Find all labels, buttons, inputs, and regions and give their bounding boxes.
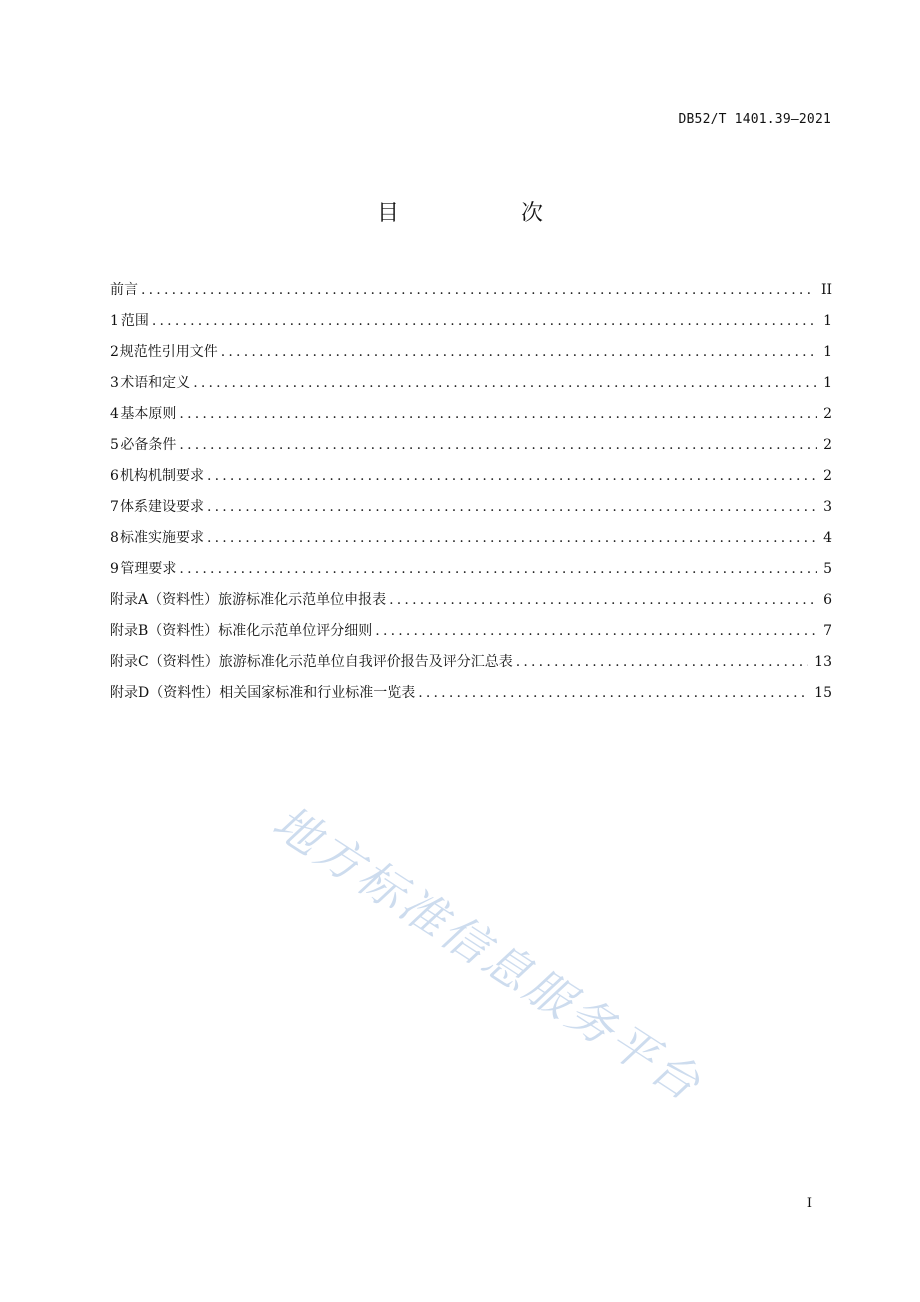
toc-entry-page: 5 — [823, 561, 832, 577]
watermark-text: 地方标准信息服务平台 — [263, 794, 713, 1113]
toc-entry-label: 体系建设要求 — [119, 499, 204, 515]
toc-dot-leader — [375, 621, 817, 641]
table-of-contents — [110, 280, 832, 714]
toc-entry-label: 范围 — [120, 313, 149, 329]
toc-dot-leader — [193, 373, 817, 393]
toc-entry-label: 相关国家标准和行业标准一览表 — [219, 685, 416, 701]
toc-entry-label: 标准实施要求 — [119, 530, 204, 546]
toc-dot-leader — [152, 311, 817, 331]
toc-entry-label: 规范性引用文件 — [119, 344, 218, 360]
toc-entry-number: 1 — [110, 313, 119, 329]
toc-entry-label: 基本原则 — [120, 406, 177, 422]
toc-entry-basic-principles[interactable] — [110, 404, 832, 435]
toc-entry-page: 6 — [823, 592, 832, 608]
toc-entry-system-building[interactable] — [110, 497, 832, 528]
toc-entry-label: 管理要求 — [120, 561, 177, 577]
toc-entry-standard-implementation[interactable] — [110, 528, 832, 559]
toc-entry-label: 前言 — [110, 282, 138, 298]
toc-entry-number: 5 — [110, 437, 119, 453]
toc-entry-number: 3 — [110, 375, 119, 391]
toc-dot-leader — [418, 683, 808, 703]
toc-entry-page: 13 — [814, 654, 832, 670]
page-title: 目 次 — [376, 201, 593, 226]
toc-entry-prerequisites[interactable] — [110, 435, 832, 466]
toc-entry-label: 术语和定义 — [120, 375, 191, 391]
toc-entry-number: 7 — [110, 499, 119, 515]
page-number: I — [806, 1196, 812, 1211]
toc-dot-leader — [221, 342, 817, 362]
toc-entry-page: 2 — [823, 406, 832, 422]
toc-entry-appendix-b[interactable] — [110, 621, 832, 652]
toc-entry-appendix-c[interactable] — [110, 652, 832, 683]
toc-entry-number: 8 — [110, 530, 119, 546]
toc-entry-number: 4 — [110, 406, 119, 422]
toc-entry-label: 旅游标准化示范单位自我评价报告及评分汇总表 — [218, 654, 513, 670]
toc-dot-leader — [141, 280, 815, 300]
toc-dot-leader — [516, 652, 808, 672]
toc-dot-leader — [389, 590, 817, 610]
toc-entry-label: 必备条件 — [120, 437, 177, 453]
toc-entry-page: 15 — [814, 685, 832, 701]
toc-entry-appendix-a[interactable] — [110, 590, 832, 621]
toc-entry-page: II — [820, 282, 832, 298]
toc-entry-number: 6 — [110, 468, 119, 484]
toc-entry-terms-definitions[interactable] — [110, 373, 832, 404]
toc-entry-page: 4 — [823, 530, 832, 546]
toc-dot-leader — [179, 404, 817, 424]
toc-entry-page: 2 — [823, 468, 832, 484]
toc-entry-scope[interactable] — [110, 311, 832, 342]
toc-appendix-tag: 附录C（资料性） — [110, 654, 219, 670]
toc-appendix-tag: 附录A（资料性） — [110, 592, 219, 608]
toc-entry-page: 1 — [823, 344, 832, 360]
toc-entry-number: 2 — [110, 344, 119, 360]
toc-dot-leader — [207, 466, 817, 486]
toc-entry-label: 旅游标准化示范单位申报表 — [218, 592, 387, 608]
toc-dot-leader — [179, 559, 817, 579]
toc-entry-page: 7 — [823, 623, 832, 639]
document-code: DB52/T 1401.39—2021 — [678, 112, 831, 127]
toc-appendix-tag: 附录D（资料性） — [110, 685, 220, 701]
toc-dot-leader — [207, 528, 817, 548]
toc-entry-normative-references[interactable] — [110, 342, 832, 373]
toc-appendix-tag: 附录B（资料性） — [110, 623, 219, 639]
toc-dot-leader — [207, 497, 817, 517]
toc-entry-appendix-d[interactable] — [110, 683, 832, 714]
toc-entry-page: 2 — [823, 437, 832, 453]
toc-entry-page: 1 — [823, 313, 832, 329]
toc-entry-page: 1 — [823, 375, 832, 391]
toc-entry-number: 9 — [110, 561, 119, 577]
toc-entry-page: 3 — [823, 499, 832, 515]
toc-dot-leader — [179, 435, 817, 455]
toc-entry-label: 机构机制要求 — [119, 468, 204, 484]
toc-entry-organization-requirements[interactable] — [110, 466, 832, 497]
toc-entry-management[interactable] — [110, 559, 832, 590]
toc-entry-label: 标准化示范单位评分细则 — [218, 623, 373, 639]
toc-entry-foreword[interactable] — [110, 280, 832, 311]
